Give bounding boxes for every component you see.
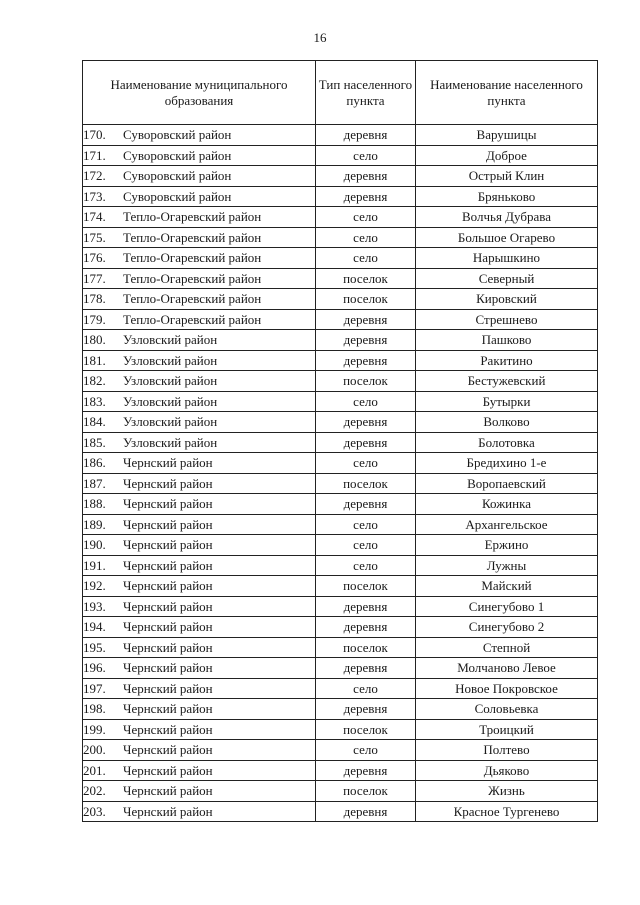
settlement-type-cell: деревня xyxy=(316,186,416,207)
municipality-cell xyxy=(83,719,316,740)
settlement-type-cell: село xyxy=(316,535,416,556)
municipality-name: Тепло-Огаревский район xyxy=(123,291,262,307)
municipality-name: Суворовский район xyxy=(123,188,232,204)
settlement-name-cell: Доброе xyxy=(416,145,598,166)
settlement-type-cell: село xyxy=(316,514,416,535)
municipality-name: Чернский район xyxy=(123,783,213,799)
row-number: 172. xyxy=(83,168,106,184)
settlement-type-cell: село xyxy=(316,248,416,269)
row-number: 190. xyxy=(83,537,106,553)
row-number: 181. xyxy=(83,352,106,368)
settlement-name-cell: Троицкий xyxy=(416,719,598,740)
municipality-name: Чернский район xyxy=(123,660,213,676)
settlement-type-cell: деревня xyxy=(316,432,416,453)
settlement-name-cell: Северный xyxy=(416,268,598,289)
municipality-name: Узловский район xyxy=(123,373,218,389)
row-number: 180. xyxy=(83,332,106,348)
municipality-name: Чернский район xyxy=(123,680,213,696)
table-row xyxy=(83,453,598,474)
table-row xyxy=(83,391,598,412)
settlement-type-cell: поселок xyxy=(316,289,416,310)
municipality-name: Чернский район xyxy=(123,742,213,758)
municipality-cell xyxy=(83,371,316,392)
municipality-name: Тепло-Огаревский район xyxy=(123,270,262,286)
settlement-type-cell: поселок xyxy=(316,781,416,802)
settlement-name-cell: Воропаевский xyxy=(416,473,598,494)
municipality-cell xyxy=(83,432,316,453)
table-row xyxy=(83,514,598,535)
row-number: 192. xyxy=(83,578,106,594)
settlement-name-cell: Волково xyxy=(416,412,598,433)
settlement-name-cell: Степной xyxy=(416,637,598,658)
table-row xyxy=(83,535,598,556)
settlement-type-cell: деревня xyxy=(316,412,416,433)
table-row xyxy=(83,145,598,166)
row-number: 177. xyxy=(83,270,106,286)
settlement-type-cell: деревня xyxy=(316,596,416,617)
settlement-name-cell: Синегубово 1 xyxy=(416,596,598,617)
table-header-row xyxy=(83,61,598,125)
row-number: 176. xyxy=(83,250,106,266)
table-row xyxy=(83,268,598,289)
table-row xyxy=(83,412,598,433)
municipality-name: Узловский район xyxy=(123,332,218,348)
municipality-name: Тепло-Огаревский район xyxy=(123,250,262,266)
table-row xyxy=(83,289,598,310)
settlement-name-cell: Большое Огарево xyxy=(416,227,598,248)
settlement-type-cell: деревня xyxy=(316,699,416,720)
table-row xyxy=(83,166,598,187)
settlement-type-cell: поселок xyxy=(316,268,416,289)
settlement-type-cell: поселок xyxy=(316,473,416,494)
settlement-name-cell: Болотовка xyxy=(416,432,598,453)
settlement-type-cell: деревня xyxy=(316,350,416,371)
municipality-name: Тепло-Огаревский район xyxy=(123,229,262,245)
table-row xyxy=(83,658,598,679)
settlement-type-cell: поселок xyxy=(316,371,416,392)
row-number: 201. xyxy=(83,762,106,778)
table-row xyxy=(83,473,598,494)
municipality-cell xyxy=(83,555,316,576)
settlement-type-cell: деревня xyxy=(316,801,416,822)
municipality-cell xyxy=(83,494,316,515)
municipality-cell xyxy=(83,596,316,617)
table-row xyxy=(83,596,598,617)
settlement-name-cell: Бестужевский xyxy=(416,371,598,392)
settlements-table xyxy=(82,60,598,822)
municipality-name: Тепло-Огаревский район xyxy=(123,209,262,225)
settlement-type-cell: село xyxy=(316,391,416,412)
settlement-name-cell: Варушицы xyxy=(416,125,598,146)
settlement-name-cell: Нарышкино xyxy=(416,248,598,269)
table-row xyxy=(83,760,598,781)
settlement-name-cell: Стрешнево xyxy=(416,309,598,330)
row-number: 203. xyxy=(83,803,106,819)
settlement-type-cell: село xyxy=(316,227,416,248)
row-number: 191. xyxy=(83,557,106,573)
municipality-cell xyxy=(83,699,316,720)
table-row xyxy=(83,781,598,802)
settlement-name-cell: Волчья Дубрава xyxy=(416,207,598,228)
table-row xyxy=(83,617,598,638)
municipality-cell xyxy=(83,576,316,597)
municipality-name: Узловский район xyxy=(123,393,218,409)
row-number: 182. xyxy=(83,373,106,389)
table-row xyxy=(83,555,598,576)
settlement-type-cell: село xyxy=(316,740,416,761)
settlement-name-cell: Ержино xyxy=(416,535,598,556)
row-number: 194. xyxy=(83,619,106,635)
table-row xyxy=(83,309,598,330)
table-row xyxy=(83,330,598,351)
settlement-type-cell: поселок xyxy=(316,576,416,597)
municipality-cell xyxy=(83,289,316,310)
row-number: 170. xyxy=(83,127,106,143)
table-row xyxy=(83,432,598,453)
header-municipality: Наименование муниципального образования xyxy=(83,61,316,125)
municipality-name: Чернский район xyxy=(123,496,213,512)
municipality-cell xyxy=(83,412,316,433)
settlement-type-cell: поселок xyxy=(316,719,416,740)
municipality-cell xyxy=(83,309,316,330)
settlement-type-cell: село xyxy=(316,678,416,699)
settlement-name-cell: Лужны xyxy=(416,555,598,576)
municipality-cell xyxy=(83,658,316,679)
table-row xyxy=(83,801,598,822)
municipality-cell xyxy=(83,391,316,412)
page-number: 16 xyxy=(313,30,327,45)
settlement-type-cell: деревня xyxy=(316,617,416,638)
municipality-cell xyxy=(83,268,316,289)
municipality-cell xyxy=(83,227,316,248)
municipality-name: Чернский район xyxy=(123,762,213,778)
settlement-name-cell: Майский xyxy=(416,576,598,597)
municipality-name: Чернский район xyxy=(123,475,213,491)
municipality-cell xyxy=(83,350,316,371)
municipality-name: Узловский район xyxy=(123,414,218,430)
settlement-name-cell: Синегубово 2 xyxy=(416,617,598,638)
row-number: 202. xyxy=(83,783,106,799)
settlement-type-cell: деревня xyxy=(316,330,416,351)
municipality-name: Суворовский район xyxy=(123,127,232,143)
municipality-cell xyxy=(83,637,316,658)
municipality-cell xyxy=(83,166,316,187)
municipality-cell xyxy=(83,678,316,699)
municipality-name: Чернский район xyxy=(123,455,213,471)
settlement-type-cell: деревня xyxy=(316,166,416,187)
municipality-name: Узловский район xyxy=(123,434,218,450)
header-settlement-type: Тип населенного пункта xyxy=(316,61,416,125)
row-number: 175. xyxy=(83,229,106,245)
table-row xyxy=(83,248,598,269)
row-number: 187. xyxy=(83,475,106,491)
settlement-name-cell: Бряньково xyxy=(416,186,598,207)
settlement-name-cell: Пашково xyxy=(416,330,598,351)
row-number: 174. xyxy=(83,209,106,225)
row-number: 199. xyxy=(83,721,106,737)
municipality-name: Чернский район xyxy=(123,578,213,594)
settlement-name-cell: Соловьевка xyxy=(416,699,598,720)
municipality-cell xyxy=(83,125,316,146)
settlement-name-cell: Жизнь xyxy=(416,781,598,802)
table-row xyxy=(83,227,598,248)
row-number: 173. xyxy=(83,188,106,204)
settlement-name-cell: Красное Тургенево xyxy=(416,801,598,822)
settlement-type-cell: поселок xyxy=(316,637,416,658)
row-number: 193. xyxy=(83,598,106,614)
municipality-name: Чернский район xyxy=(123,516,213,532)
settlement-name-cell: Бредихино 1-е xyxy=(416,453,598,474)
municipality-name: Чернский район xyxy=(123,619,213,635)
table-row xyxy=(83,637,598,658)
municipality-name: Тепло-Огаревский район xyxy=(123,311,262,327)
row-number: 200. xyxy=(83,742,106,758)
municipality-cell xyxy=(83,248,316,269)
row-number: 188. xyxy=(83,496,106,512)
table-row xyxy=(83,125,598,146)
municipality-cell xyxy=(83,781,316,802)
settlement-type-cell: деревня xyxy=(316,309,416,330)
municipality-cell xyxy=(83,473,316,494)
header-settlement-name: Наименование населенного пункта xyxy=(416,61,598,125)
municipality-name: Чернский район xyxy=(123,701,213,717)
table-row xyxy=(83,719,598,740)
municipality-cell xyxy=(83,535,316,556)
table-row xyxy=(83,576,598,597)
row-number: 189. xyxy=(83,516,106,532)
row-number: 186. xyxy=(83,455,106,471)
table-row xyxy=(83,186,598,207)
settlement-type-cell: деревня xyxy=(316,658,416,679)
municipality-name: Чернский район xyxy=(123,598,213,614)
municipality-cell xyxy=(83,207,316,228)
settlement-type-cell: село xyxy=(316,453,416,474)
municipality-name: Чернский район xyxy=(123,803,213,819)
row-number: 183. xyxy=(83,393,106,409)
settlement-type-cell: село xyxy=(316,145,416,166)
table-row xyxy=(83,494,598,515)
settlement-name-cell: Полтево xyxy=(416,740,598,761)
settlement-type-cell: деревня xyxy=(316,760,416,781)
municipality-cell xyxy=(83,453,316,474)
row-number: 198. xyxy=(83,701,106,717)
municipality-name: Чернский район xyxy=(123,537,213,553)
table-row xyxy=(83,740,598,761)
settlement-name-cell: Ракитино xyxy=(416,350,598,371)
row-number: 196. xyxy=(83,660,106,676)
settlement-name-cell: Молчаново Левое xyxy=(416,658,598,679)
municipality-cell xyxy=(83,186,316,207)
settlement-type-cell: село xyxy=(316,207,416,228)
municipality-cell xyxy=(83,145,316,166)
table-row xyxy=(83,699,598,720)
settlement-name-cell: Кожинка xyxy=(416,494,598,515)
municipality-name: Суворовский район xyxy=(123,147,232,163)
municipality-name: Чернский район xyxy=(123,639,213,655)
row-number: 197. xyxy=(83,680,106,696)
municipality-cell xyxy=(83,617,316,638)
row-number: 178. xyxy=(83,291,106,307)
settlement-type-cell: деревня xyxy=(316,494,416,515)
settlement-name-cell: Бутырки xyxy=(416,391,598,412)
municipality-name: Суворовский район xyxy=(123,168,232,184)
settlement-name-cell: Дьяково xyxy=(416,760,598,781)
settlement-name-cell: Архангельское xyxy=(416,514,598,535)
table-row xyxy=(83,371,598,392)
row-number: 179. xyxy=(83,311,106,327)
municipality-name: Чернский район xyxy=(123,557,213,573)
municipality-name: Узловский район xyxy=(123,352,218,368)
municipality-cell xyxy=(83,760,316,781)
settlement-type-cell: село xyxy=(316,555,416,576)
municipality-cell xyxy=(83,330,316,351)
row-number: 184. xyxy=(83,414,106,430)
settlement-name-cell: Острый Клин xyxy=(416,166,598,187)
row-number: 185. xyxy=(83,434,106,450)
municipality-cell xyxy=(83,514,316,535)
table-row xyxy=(83,207,598,228)
table-row xyxy=(83,678,598,699)
settlement-name-cell: Новое Покровское xyxy=(416,678,598,699)
table-row xyxy=(83,350,598,371)
municipality-cell xyxy=(83,801,316,822)
row-number: 195. xyxy=(83,639,106,655)
row-number: 171. xyxy=(83,147,106,163)
settlement-type-cell: деревня xyxy=(316,125,416,146)
municipality-cell xyxy=(83,740,316,761)
municipality-name: Чернский район xyxy=(123,721,213,737)
settlement-name-cell: Кировский xyxy=(416,289,598,310)
